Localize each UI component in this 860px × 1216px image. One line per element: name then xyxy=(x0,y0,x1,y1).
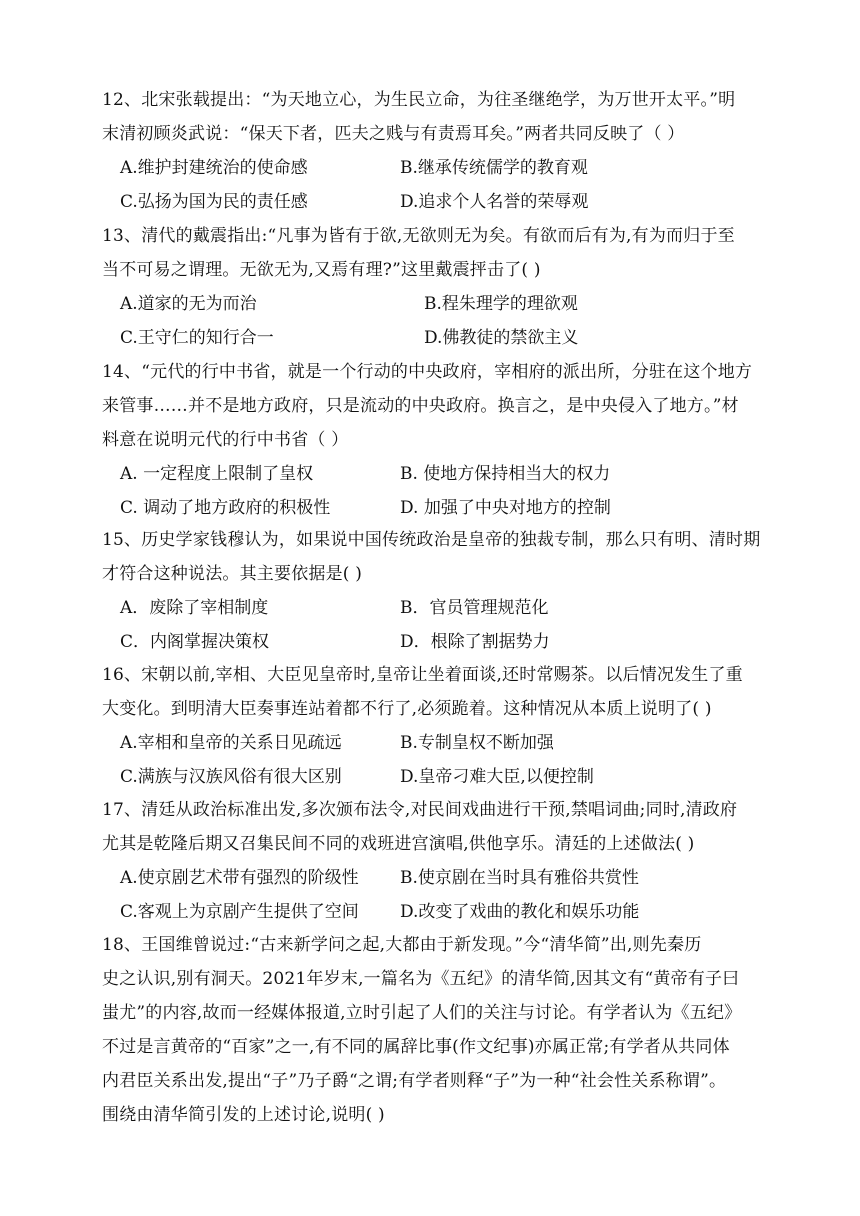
question-text-line: 14、“元代的行中书省，就是一个行动的中央政府，宰相府的派出所，分驻在这个地方 xyxy=(102,362,753,382)
question-text-line: 围绕由清华简引发的上述讨论,说明( ) xyxy=(102,1105,385,1125)
question-16 xyxy=(102,658,762,794)
option-d: D.改变了戏曲的教化和娱乐功能 xyxy=(400,902,640,922)
option-c: C．内阁掌握决策权 xyxy=(120,632,270,652)
question-18 xyxy=(102,928,762,1132)
question-13 xyxy=(102,219,762,355)
option-b: B.继承传统儒学的教育观 xyxy=(400,158,588,178)
question-text-line: 末清初顾炎武说：“保天下者，匹夫之贱与有责焉耳矣。”两者共同反映了（ ） xyxy=(102,124,685,144)
option-d: D.追求个人名誉的荣辱观 xyxy=(400,192,589,212)
question-text-line: 来管事……并不是地方政府，只是流动的中央政府。换言之，是中央侵入了地方。”材 xyxy=(102,396,739,416)
option-a: A.道家的无为而治 xyxy=(120,294,257,314)
question-text-line: 尤其是乾隆后期又召集民间不同的戏班进宫演唱,供他享乐。清廷的上述做法( ) xyxy=(102,834,695,854)
question-text-line: 不过是言黄帝的“百家”之一,有不同的属辞比事(作文纪事)亦属正常;有学者从共同体 xyxy=(102,1037,730,1057)
question-text-line: 12、北宋张载提出：“为天地立心，为生民立命，为往圣继绝学，为万世开太平。”明 xyxy=(102,90,736,110)
question-text-line: 18、王国维曾说过:“古来新学问之起,大都由于新发现。”今“清华简”出,则先秦历 xyxy=(102,935,702,955)
question-text-line: 蚩尤”的内容,故而一经媒体报道,立时引起了人们的关注与讨论。有学者认为《五纪》 xyxy=(102,1003,742,1023)
option-c: C.弘扬为国为民的责任感 xyxy=(120,192,308,212)
question-text-line: 16、宋朝以前,宰相、大臣见皇帝时,皇帝让坐着面谈,还时常赐茶。以后情况发生了重 xyxy=(102,665,743,685)
question-text-line: 15、历史学家钱穆认为，如果说中国传统政治是皇帝的独裁专制，那么只有明、清时期 xyxy=(102,530,761,550)
question-text-line: 大变化。到明清大臣奏事连站着都不行了,必须跪着。这种情况从本质上说明了( ) xyxy=(102,699,712,719)
option-c: C.满族与汉族风俗有很大区别 xyxy=(120,767,342,787)
question-text-line: 史之认识,别有洞天。2021年岁末,一篇名为《五纪》的清华简,因其文有“黄帝有子曰 xyxy=(102,969,740,989)
question-14 xyxy=(102,355,762,525)
option-b: B.程朱理学的理欲观 xyxy=(424,294,578,314)
option-a: A. 一定程度上限制了皇权 xyxy=(120,464,314,484)
option-d: D.皇帝刁难大臣,以便控制 xyxy=(400,767,594,787)
option-d: D.佛教徒的禁欲主义 xyxy=(424,328,579,348)
question-15 xyxy=(102,523,762,659)
option-b: B．官员管理规范化 xyxy=(400,598,549,618)
question-text-line: 料意在说明元代的行中书省（ ） xyxy=(102,430,349,450)
question-text-line: 当不可易之谓理。无欲无为,又焉有理?”这里戴震抨击了( ) xyxy=(102,260,541,280)
question-text-line: 17、清廷从政治标准出发,多次颁布法令,对民间戏曲进行干预,禁唱词曲;同时,清政府 xyxy=(102,800,738,820)
option-a: A.宰相和皇帝的关系日见疏远 xyxy=(120,733,342,753)
option-b: B.使京剧在当时具有雅俗共赏性 xyxy=(400,868,639,888)
question-text-line: 才符合这种说法。其主要依据是( ) xyxy=(102,564,363,584)
question-text-line: 13、清代的戴震指出:“凡事为皆有于欲,无欲则无为矣。有欲而后有为,有为而归于至 xyxy=(102,226,735,246)
question-17 xyxy=(102,793,762,929)
question-text-line: 内君臣关系出发,提出“子”乃子爵“之谓;有学者则释“子”为一种“社会性关系称谓”。 xyxy=(102,1071,727,1091)
option-c: C.客观上为京剧产生提供了空间 xyxy=(120,902,359,922)
option-b: B. 使地方保持相当大的权力 xyxy=(400,464,611,484)
option-b: B.专制皇权不断加强 xyxy=(400,733,554,753)
option-c: C.王守仁的知行合一 xyxy=(120,328,274,348)
option-a: A．废除了宰相制度 xyxy=(120,598,269,618)
option-c: C. 调动了地方政府的积极性 xyxy=(120,498,331,518)
question-12 xyxy=(102,83,762,219)
option-d: D．根除了割据势力 xyxy=(400,632,550,652)
option-d: D. 加强了中央对地方的控制 xyxy=(400,498,611,518)
option-a: A.使京剧艺术带有强烈的阶级性 xyxy=(120,868,359,888)
option-a: A.维护封建统治的使命感 xyxy=(120,158,308,178)
